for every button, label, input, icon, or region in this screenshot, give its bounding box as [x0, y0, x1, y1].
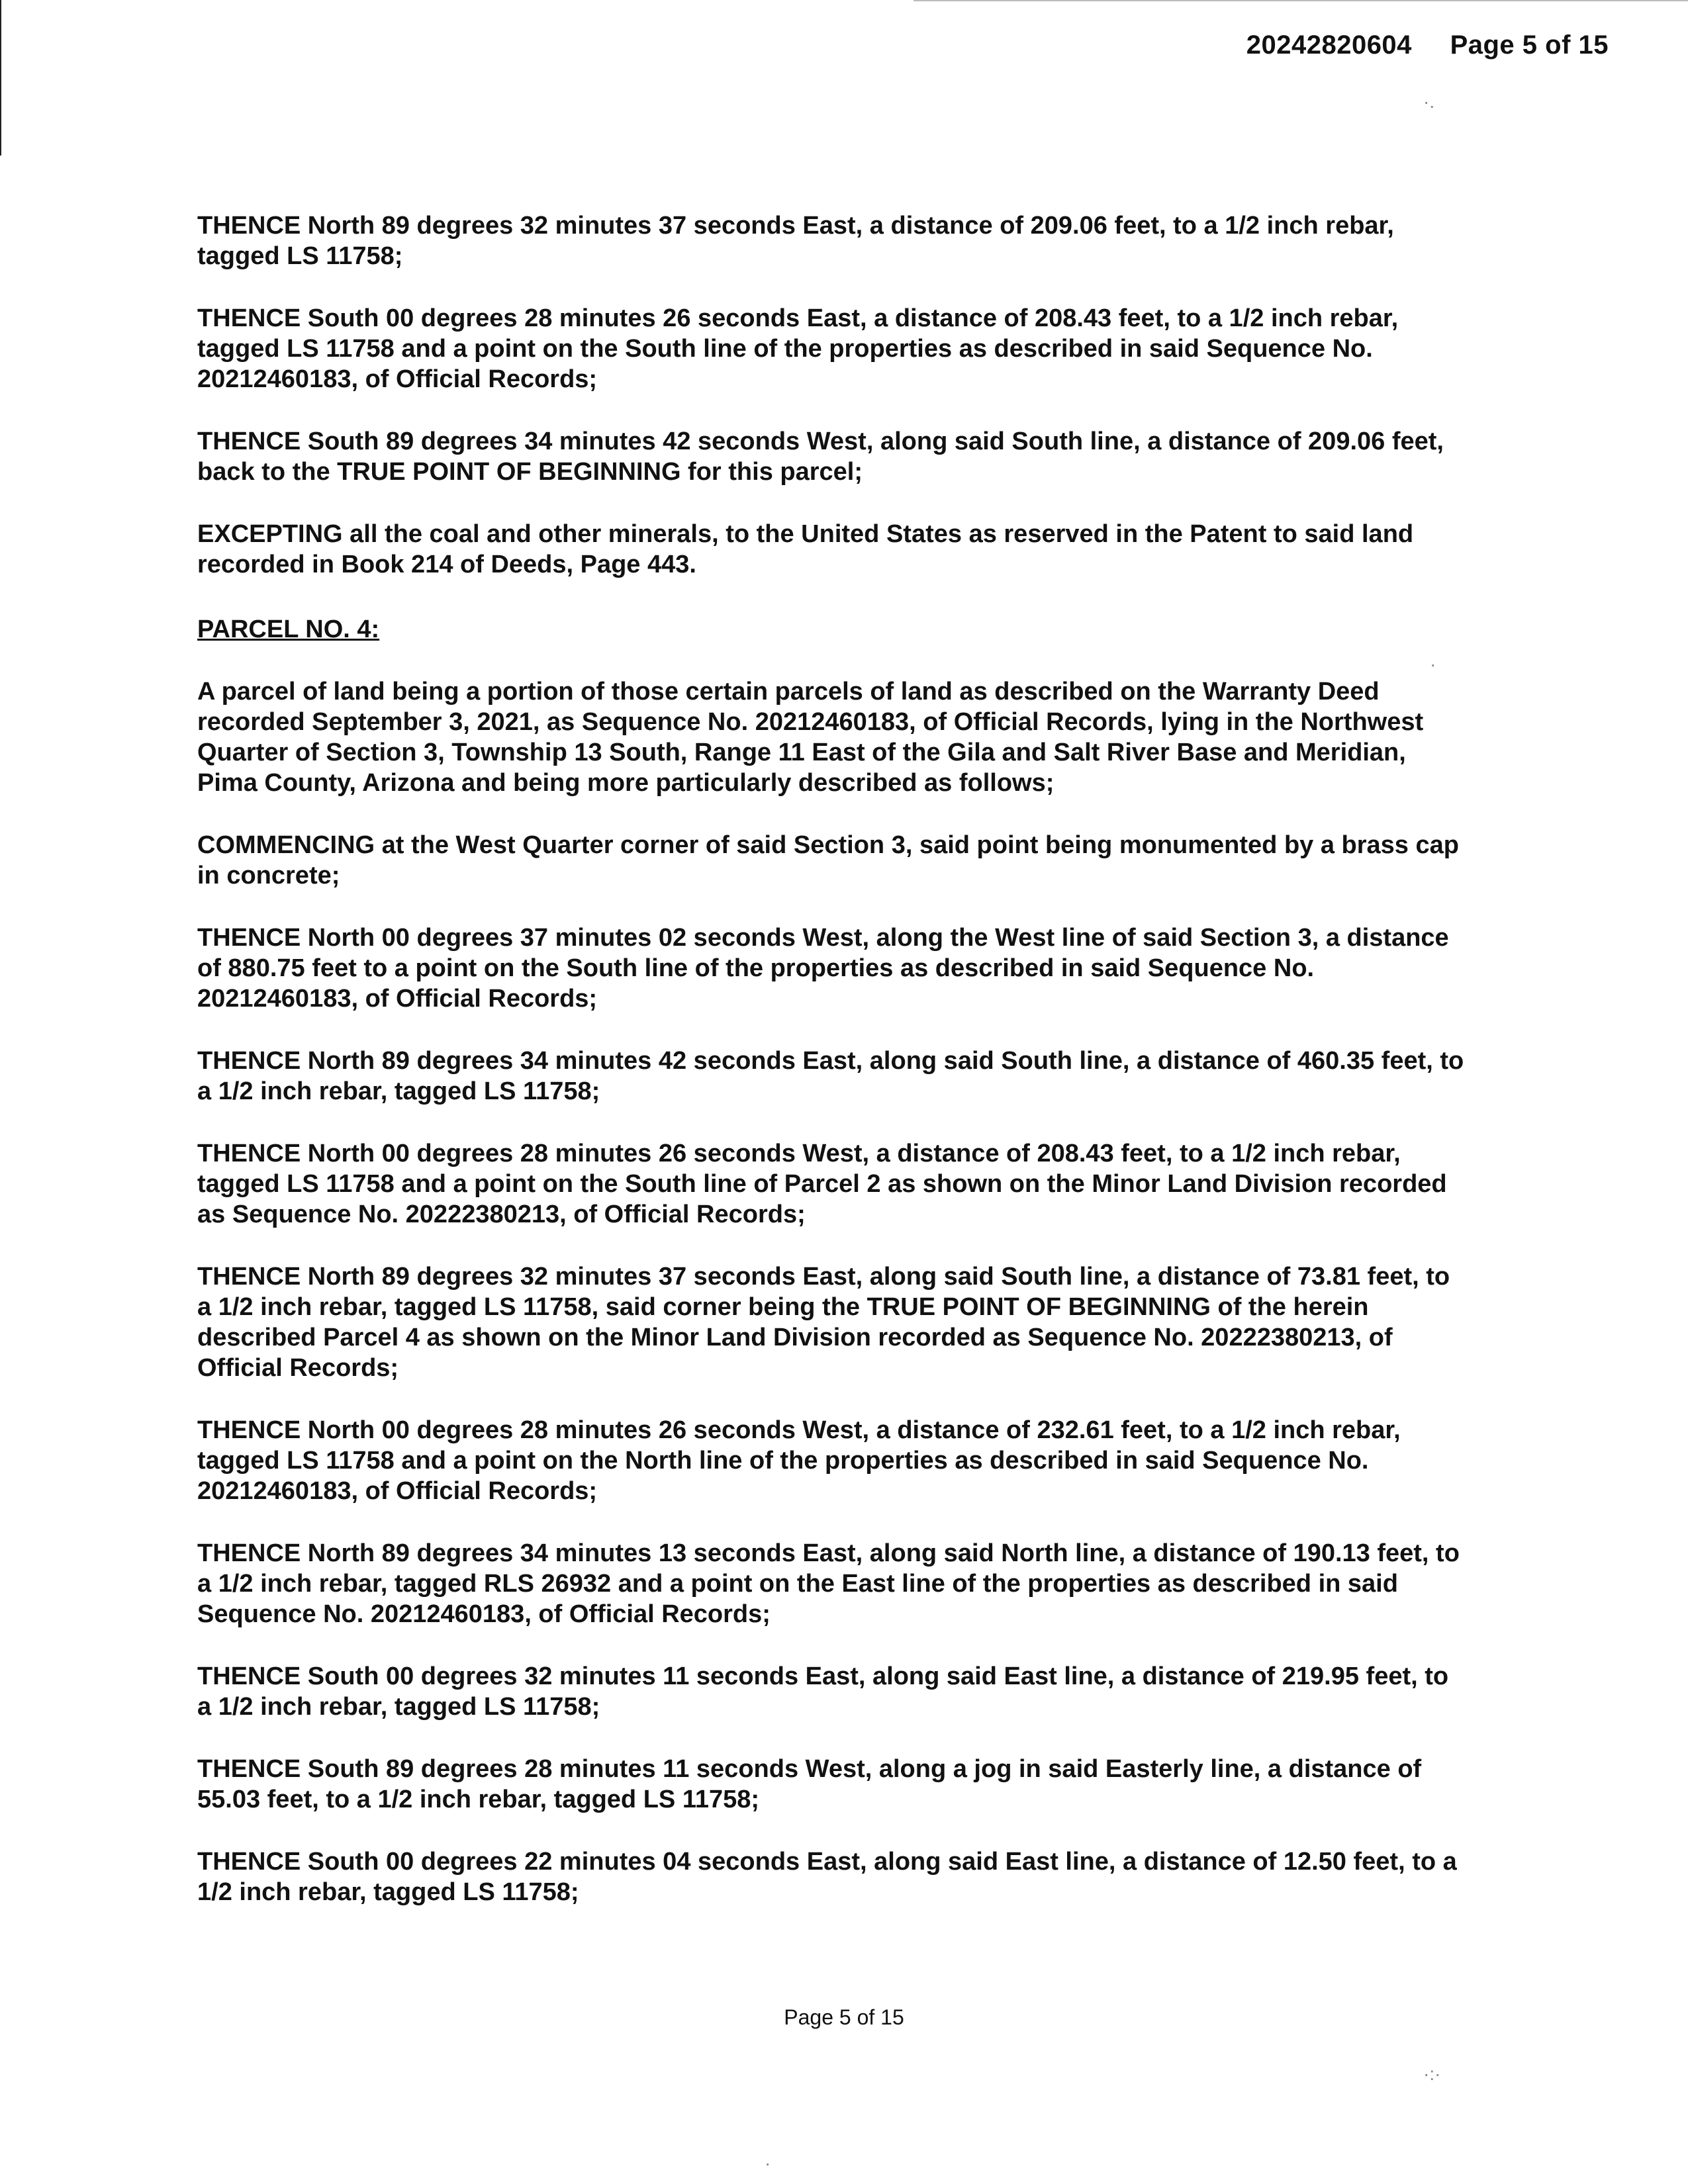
- legal-paragraph: THENCE North 00 degrees 37 minutes 02 seconds West, along the West line of said Section 3, a distance of 880.75 feet to a point on the South line of the properties as described in said Sequence No. 20212460183, of Official Records;: [197, 924, 1449, 1013]
- legal-paragraph: THENCE South 00 degrees 32 minutes 11 seconds East, along said East line, a distance of 219.95 feet, to a 1/2 inch rebar, tagged LS 11758;: [197, 1662, 1449, 1721]
- legal-paragraph: THENCE North 89 degrees 34 minutes 13 seconds East, along said North line, a distance of 190.13 feet, to a 1/2 inch rebar, tagged RLS 26932 and a point on the East line of the properties as described in said Sequence No. 20212460183, of Official Records;: [197, 1539, 1460, 1628]
- scan-speck: ·: [765, 2153, 771, 2173]
- scan-speck: ·.: [1423, 91, 1435, 112]
- legal-paragraph: A parcel of land being a portion of those certain parcels of land as described on the Warranty Deed recorded September 3, 2021, as Sequence No. 20212460183, of Official Records, lying in the Northwest Quarter of Section 3, Township 13 South, Range 11 East of the Gila and Salt River Base and Meridian, Pima County, Arizona and being more particularly described as follows;: [197, 678, 1424, 797]
- scan-speck: ·: [1430, 654, 1436, 674]
- legal-paragraph: THENCE North 89 degrees 34 minutes 42 seconds East, along said South line, a distance of 460.35 feet, to a 1/2 inch rebar, tagged LS 11758;: [197, 1047, 1464, 1105]
- legal-paragraph: THENCE North 89 degrees 32 minutes 37 seconds East, a distance of 209.06 feet, to a 1/2 inch rebar, tagged LS 11758;: [197, 212, 1394, 270]
- legal-paragraph: COMMENCING at the West Quarter corner of said Section 3, said point being monumented by a brass cap in concrete;: [197, 831, 1459, 889]
- legal-paragraph: THENCE North 00 degrees 28 minutes 26 seconds West, a distance of 208.43 feet, to a 1/2 inch rebar, tagged LS 11758 and a point on the South line of Parcel 2 as shown on the Minor Land Division recorded as Sequence No. 20222380213, of Official Records;: [197, 1140, 1447, 1228]
- legal-paragraph: THENCE South 89 degrees 28 minutes 11 seconds West, along a jog in said Easterly line, a distance of 55.03 feet, to a 1/2 inch rebar, tagged LS 11758;: [197, 1755, 1422, 1813]
- legal-paragraph: THENCE North 00 degrees 28 minutes 26 seconds West, a distance of 232.61 feet, to a 1/2 inch rebar, tagged LS 11758 and a point on the North line of the properties as described in said Sequence No. 20212460183, of Official Records;: [197, 1416, 1401, 1505]
- legal-paragraph: THENCE South 00 degrees 28 minutes 26 seconds East, a distance of 208.43 feet, to a 1/2 inch rebar, tagged LS 11758 and a point on the South line of the properties as described in said Sequence No. 20212460183, of Official Records;: [197, 304, 1399, 393]
- section-heading-parcel-4: PARCEL NO. 4:: [197, 615, 380, 643]
- page-header: [1246, 30, 1609, 60]
- page-footer: Page 5 of 15: [784, 2005, 904, 2029]
- legal-paragraph: THENCE South 00 degrees 22 minutes 04 seconds East, along said East line, a distance of 12.50 feet, to a 1/2 inch rebar, tagged LS 11758;: [197, 1848, 1457, 1906]
- legal-paragraph: THENCE North 89 degrees 32 minutes 37 seconds East, along said South line, a distance of 73.81 feet, to a 1/2 inch rebar, tagged LS 11758, said corner being the TRUE POINT OF BEGINNING of the herein described Parcel 4 as shown on the Minor Land Division recorded as Sequence No. 20222380213, of Official Records;: [197, 1263, 1450, 1382]
- legal-paragraph: EXCEPTING all the coal and other minerals, to the United States as reserved in the Patent to said land recorded in Book 214 of Deeds, Page 443.: [197, 520, 1414, 578]
- scan-speck: ·:·: [1423, 2064, 1441, 2084]
- scan-top-rule: [914, 0, 1688, 1]
- document-body: [197, 210, 1548, 1939]
- legal-paragraph: THENCE South 89 degrees 34 minutes 42 seconds West, along said South line, a distance of 209.06 feet, back to the TRUE POINT OF BEGINNING for this parcel;: [197, 428, 1444, 486]
- scan-edge-line: [0, 0, 1, 156]
- header-page-number: Page 5 of 15: [1450, 30, 1609, 60]
- document-number: 20242820604: [1246, 30, 1412, 60]
